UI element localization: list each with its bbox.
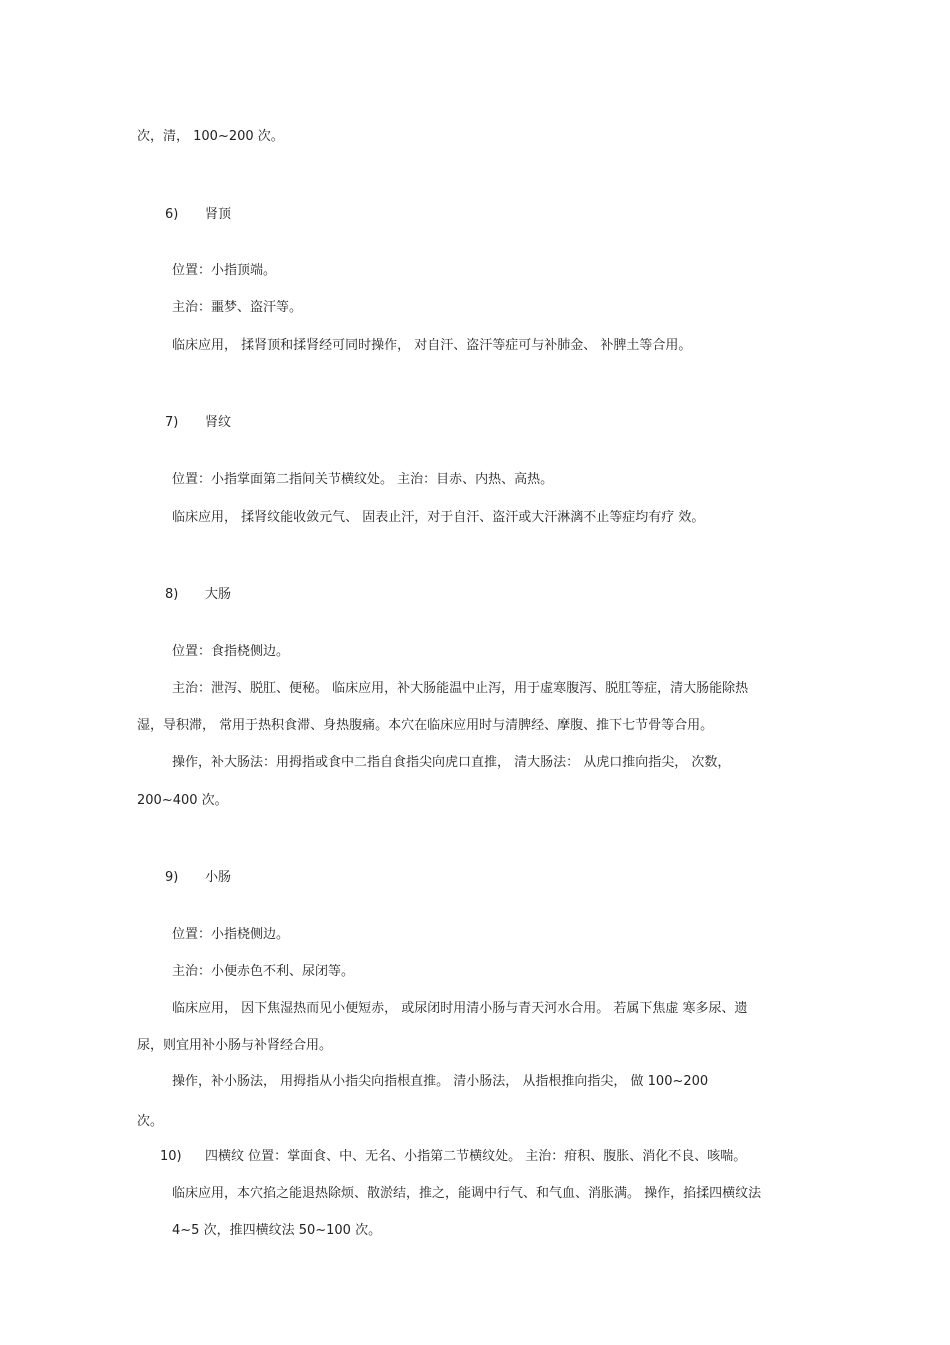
section-number: 8) xyxy=(165,587,179,602)
text-line: 临床应用， 揉肾纹能收敛元气、 固表止汗，对于自汗、盗汗或大汗淋漓不止等症均有疗 效。 xyxy=(172,510,705,525)
text-line: 位置：小指顶端。 xyxy=(172,263,277,278)
section-number: 9) xyxy=(165,870,179,885)
section-title: 大肠 xyxy=(205,587,232,602)
text-line: 次，清， 100~200 次。 xyxy=(137,129,284,144)
text-line: 湿，导积滞， 常用于热积食滞、身热腹痛。本穴在临床应用时与清脾经、摩腹、推下七节骨等合用。 xyxy=(137,718,714,733)
text-line: 位置：小指桡侧边。 xyxy=(172,927,290,942)
text-line: 临床应用， 揉肾顶和揉肾经可同时操作， 对自汗、盗汗等症可与补肺金、 补脾土等合用。 xyxy=(172,338,692,353)
section-heading xyxy=(165,414,231,432)
text-line: 次。 xyxy=(137,1114,164,1129)
section-number: 7) xyxy=(165,415,179,430)
text-line: 位置：小指掌面第二指间关节横纹处。 主治：目赤、内热、高热。 xyxy=(172,472,554,487)
text-line: 主治：噩梦、盗汗等。 xyxy=(172,300,303,315)
section-heading xyxy=(165,206,231,224)
section-heading xyxy=(165,586,231,604)
text-line: 操作，补小肠法， 用拇指从小指尖向指根直推。 清小肠法， 从指根推向指尖， 做 100~200 xyxy=(172,1074,709,1089)
text-line: 位置：食指桡侧边。 xyxy=(172,644,290,659)
text-line: 临床应用， 因下焦湿热而见小便短赤， 或尿闭时用清小肠与青天河水合用。 若属下焦虚 寒多尿、遗 xyxy=(172,1001,748,1016)
text-line: 尿，则宜用补小肠与补肾经合用。 xyxy=(137,1038,333,1053)
section-title: 小肠 xyxy=(205,870,232,885)
section-heading xyxy=(165,869,231,887)
text-line: 4~5 次，推四横纹法 50~100 次。 xyxy=(172,1223,382,1238)
section-title: 肾纹 xyxy=(205,415,232,430)
text-line: 主治：小便赤色不利、尿闭等。 xyxy=(172,964,355,979)
section-title: 肾顶 xyxy=(205,207,232,222)
section-number: 6) xyxy=(165,207,179,222)
section-number: 10) xyxy=(160,1149,182,1164)
section-heading xyxy=(160,1148,746,1166)
text-line: 操作，补大肠法：用拇指或食中二指自食指尖向虎口直推， 清大肠法： 从虎口推向指尖， 次数， xyxy=(172,755,731,770)
text-line: 主治：泄泻、脱肛、便秘。 临床应用，补大肠能温中止泻，用于虚寒腹泻、脱肛等症，清大肠能除热 xyxy=(172,681,749,696)
text-line: 200~400 次。 xyxy=(137,793,228,808)
text-line: 临床应用，本穴掐之能退热除烦、散淤结，推之，能调中行气、和气血、消胀满。 操作，掐揉四横纹法 xyxy=(172,1186,762,1201)
section-title: 四横纹 位置：掌面食、中、无名、小指第二节横纹处。 主治：疳积、腹胀、消化不良、咳喘。 xyxy=(205,1149,747,1164)
